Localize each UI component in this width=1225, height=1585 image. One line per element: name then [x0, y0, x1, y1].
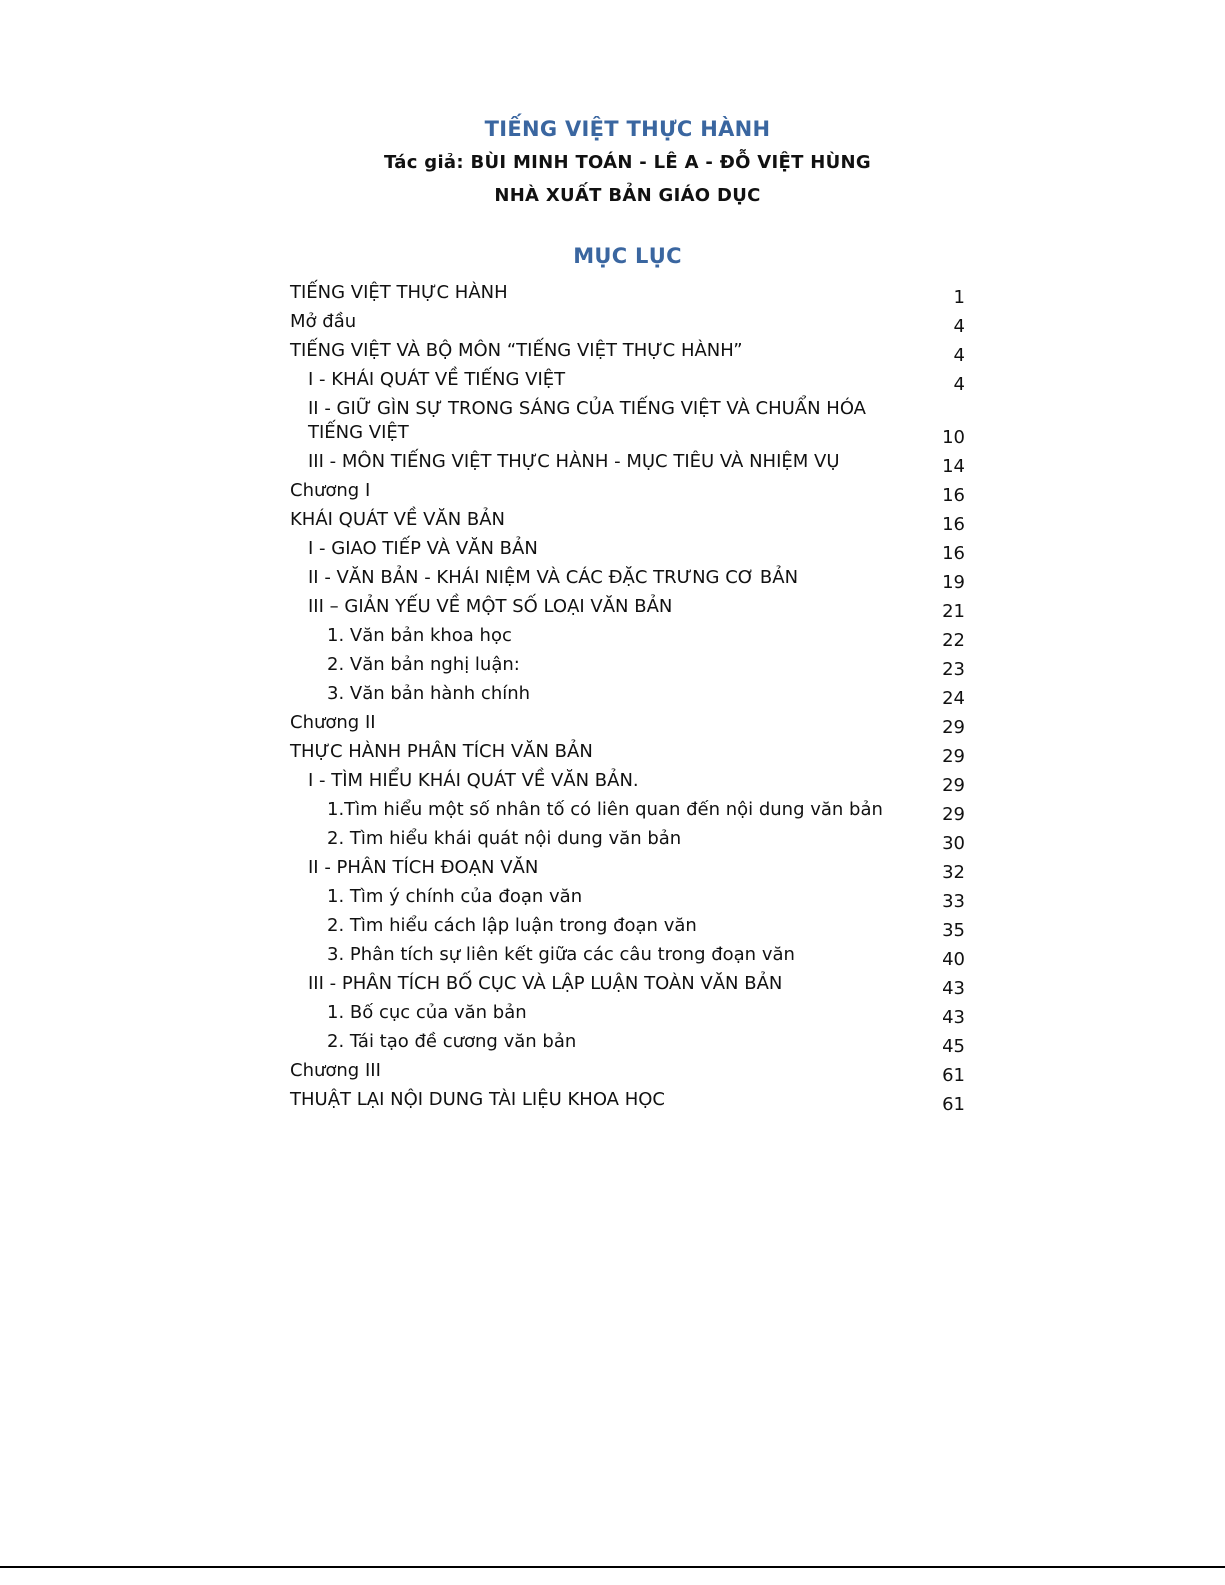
toc-entry-label: THUẬT LẠI NỘI DUNG TÀI LIỆU KHOA HỌC — [290, 1089, 665, 1110]
toc-entry-page: 29 — [942, 717, 965, 738]
toc-entry-label: III - PHÂN TÍCH BỐ CỤC VÀ LẬP LUẬN TOÀN VĂN BẢN — [308, 973, 783, 994]
toc-entry-label: I - KHÁI QUÁT VỀ TIẾNG VIỆT — [308, 369, 566, 390]
toc-entry-page: 22 — [942, 630, 965, 651]
toc-entry[interactable] — [290, 624, 965, 653]
toc-entry[interactable] — [290, 537, 965, 566]
toc-entry-label: Mở đầu — [290, 311, 357, 332]
toc-entry-label: II - GIỮ GÌN SỰ TRONG SÁNG CỦA TIẾNG VIỆT VÀ CHUẨN HÓA TIẾNG VIỆT — [308, 398, 866, 443]
toc-entry-label: 1. Tìm ý chính của đoạn văn — [327, 886, 583, 907]
toc-entry-label: II - PHÂN TÍCH ĐOẠN VĂN — [308, 857, 539, 878]
toc-entry-page: 10 — [942, 427, 965, 448]
book-title: TIẾNG VIỆT THỰC HÀNH — [484, 117, 771, 141]
toc-entry-label: III - MÔN TIẾNG VIỆT THỰC HÀNH - MỤC TIÊU VÀ NHIỆM VỤ — [308, 451, 840, 472]
toc-entry[interactable] — [290, 943, 965, 972]
toc-entry-label: Chương I — [290, 480, 371, 501]
toc-entry[interactable] — [290, 798, 965, 827]
toc-entry-page: 61 — [942, 1065, 965, 1086]
toc-entry[interactable] — [290, 397, 965, 450]
toc-entry[interactable] — [290, 310, 965, 339]
toc-entry-page: 30 — [942, 833, 965, 854]
toc-entry[interactable] — [290, 711, 965, 740]
table-of-contents — [290, 281, 965, 1117]
toc-entry-page: 23 — [942, 659, 965, 680]
toc-entry-page: 4 — [953, 345, 965, 366]
toc-entry[interactable] — [290, 827, 965, 856]
toc-entry[interactable] — [290, 1001, 965, 1030]
toc-entry-page: 43 — [942, 1007, 965, 1028]
toc-entry-label: THỰC HÀNH PHÂN TÍCH VĂN BẢN — [290, 741, 593, 762]
toc-entry[interactable] — [290, 856, 965, 885]
toc-entry-page: 32 — [942, 862, 965, 883]
toc-entry-page: 4 — [953, 316, 965, 337]
toc-entry-page: 29 — [942, 775, 965, 796]
toc-entry[interactable] — [290, 885, 965, 914]
toc-entry[interactable] — [290, 1059, 965, 1088]
toc-entry-label: 2. Tìm hiểu cách lập luận trong đoạn văn — [327, 915, 697, 936]
toc-entry-page: 35 — [942, 920, 965, 941]
toc-entry[interactable] — [290, 595, 965, 624]
toc-entry[interactable] — [290, 450, 965, 479]
toc-entry-page: 29 — [942, 746, 965, 767]
toc-entry-label: Chương II — [290, 712, 376, 733]
toc-entry[interactable] — [290, 479, 965, 508]
page-bottom-border — [0, 1566, 1225, 1568]
toc-entry-page: 16 — [942, 485, 965, 506]
toc-heading: MỤC LỤC — [573, 244, 682, 268]
toc-entry-page: 14 — [942, 456, 965, 477]
toc-entry-page: 45 — [942, 1036, 965, 1057]
toc-entry-label: 3. Văn bản hành chính — [327, 683, 531, 704]
toc-entry[interactable] — [290, 972, 965, 1001]
toc-entry-page: 33 — [942, 891, 965, 912]
toc-entry-label: TIẾNG VIỆT VÀ BỘ MÔN “TIẾNG VIỆT THỰC HÀNH” — [290, 340, 743, 361]
toc-entry[interactable] — [290, 566, 965, 595]
toc-entry[interactable] — [290, 368, 965, 397]
toc-entry-page: 19 — [942, 572, 965, 593]
toc-entry-page: 21 — [942, 601, 965, 622]
toc-entry-label: 3. Phân tích sự liên kết giữa các câu trong đoạn văn — [327, 944, 795, 965]
toc-entry-label: I - GIAO TIẾP VÀ VĂN BẢN — [308, 538, 538, 559]
toc-entry-page: 43 — [942, 978, 965, 999]
toc-entry-label: II - VĂN BẢN - KHÁI NIỆM VÀ CÁC ĐẶC TRƯNG CƠ BẢN — [308, 567, 799, 588]
toc-entry[interactable] — [290, 339, 965, 368]
toc-entry[interactable] — [290, 281, 965, 310]
toc-entry-label: 2. Tái tạo đề cương văn bản — [327, 1031, 577, 1052]
toc-entry-page: 16 — [942, 514, 965, 535]
toc-entry-page: 40 — [942, 949, 965, 970]
toc-entry[interactable] — [290, 769, 965, 798]
toc-entry[interactable] — [290, 1088, 965, 1117]
toc-entry[interactable] — [290, 508, 965, 537]
toc-entry-page: 61 — [942, 1094, 965, 1115]
toc-entry[interactable] — [290, 1030, 965, 1059]
toc-entry[interactable] — [290, 653, 965, 682]
toc-entry-label: TIẾNG VIỆT THỰC HÀNH — [290, 282, 508, 303]
toc-entry-page: 4 — [953, 374, 965, 395]
toc-entry-label: 2. Tìm hiểu khái quát nội dung văn bản — [327, 828, 682, 849]
toc-entry[interactable] — [290, 914, 965, 943]
toc-entry-label: 1. Văn bản khoa học — [327, 625, 512, 646]
toc-entry-page: 29 — [942, 804, 965, 825]
toc-entry-page: 24 — [942, 688, 965, 709]
book-authors: Tác giả: BÙI MINH TOÁN - LÊ A - ĐỖ VIỆT HÙNG — [384, 152, 871, 173]
toc-entry-label: Chương III — [290, 1060, 381, 1081]
toc-entry-label: 2. Văn bản nghị luận: — [327, 654, 520, 675]
toc-entry-label: 1.Tìm hiểu một số nhân tố có liên quan đến nội dung văn bản — [327, 799, 883, 820]
book-publisher: NHÀ XUẤT BẢN GIÁO DỤC — [494, 185, 761, 206]
toc-entry-label: III – GIẢN YẾU VỀ MỘT SỐ LOẠI VĂN BẢN — [308, 596, 673, 617]
toc-entry-page: 1 — [953, 287, 965, 308]
toc-entry[interactable] — [290, 740, 965, 769]
toc-entry-label: I - TÌM HIỂU KHÁI QUÁT VỀ VĂN BẢN. — [308, 770, 639, 791]
toc-entry-label: KHÁI QUÁT VỀ VĂN BẢN — [290, 509, 506, 530]
toc-entry-page: 16 — [942, 543, 965, 564]
toc-entry-label: 1. Bố cục của văn bản — [327, 1002, 527, 1023]
toc-entry[interactable] — [290, 682, 965, 711]
